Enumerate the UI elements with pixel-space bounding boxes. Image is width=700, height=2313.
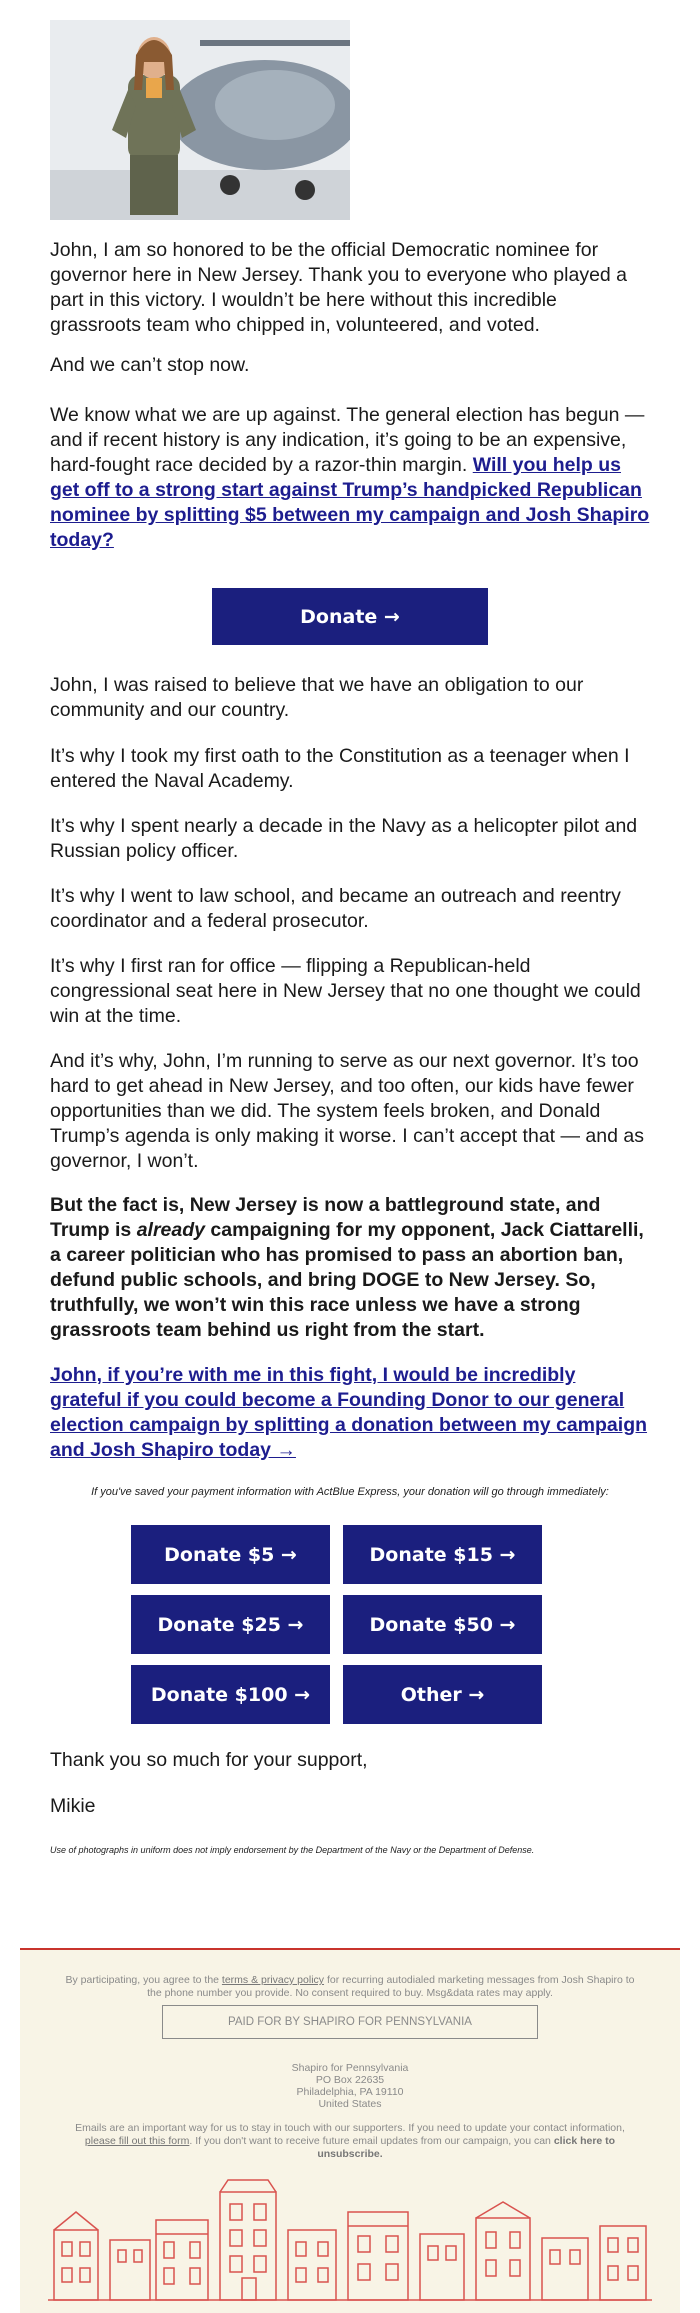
first-run-paragraph: It’s why I first ran for office — flipping a Republican-held congressional seat here in New Jersey that no one thought we could win at the time. bbox=[50, 955, 641, 1027]
sms-consent-text bbox=[60, 1974, 640, 2000]
actblue-express-note: If you've saved your payment information with ActBlue Express, your donation will go through immediately: bbox=[91, 1486, 609, 1498]
address-line-2: PO Box 22635 bbox=[315, 2074, 385, 2086]
update-info-form-link[interactable]: please fill out this form bbox=[84, 2135, 190, 2147]
battleground-text-b: campaigning for my opponent, Jack Ciattarelli, a career politician who has promised to pass an abortion ban, defund public schools, and bring DOGE to New Jersey. So, truthfully, we won’t win this race unless we have a strong grassroots team behind us right from the start. bbox=[50, 1219, 644, 1341]
navy-pilot-paragraph: It’s why I spent nearly a decade in the Navy as a helicopter pilot and Russian policy officer. bbox=[50, 815, 638, 862]
donate-50-button[interactable]: Donate $50 → bbox=[343, 1595, 542, 1654]
donate-100-button[interactable]: Donate $100 → bbox=[131, 1665, 330, 1724]
intro-paragraph-1: John, I am so honored to be the official Democratic nominee for governor here in New Jersey. Thank you to everyone who played a part in this victory. I wouldn’t be here without this incredible grassroots team who chipped in, volunteered, and voted. bbox=[50, 239, 628, 336]
battleground-paragraph bbox=[50, 1193, 650, 1343]
donate-5-button[interactable]: Donate $5 → bbox=[131, 1525, 330, 1584]
terms-privacy-link[interactable]: terms & privacy policy bbox=[221, 1974, 325, 1986]
battleground-text-a: But the fact is, New Jersey is now a battleground state, and Trump is bbox=[50, 1194, 601, 1241]
donate-other-button[interactable]: Other → bbox=[343, 1665, 542, 1724]
law-school-paragraph: It’s why I went to law school, and became an outreach and reentry coordinator and a federal prosecutor. bbox=[50, 885, 621, 932]
address-line-3: Philadelphia, PA 19110 bbox=[296, 2086, 404, 2098]
address-line-4: United States bbox=[318, 2098, 382, 2110]
footer bbox=[20, 1948, 680, 2313]
mailing-address bbox=[60, 2062, 640, 2110]
email-preferences-text bbox=[60, 2122, 640, 2161]
address-line-1: Shapiro for Pennsylvania bbox=[291, 2062, 409, 2074]
intro-paragraph-2: And we can’t stop now. bbox=[50, 354, 250, 376]
donate-button[interactable]: Donate → bbox=[212, 588, 488, 645]
emails-text-b: . If you don't want to receive future email updates from our campaign, you can bbox=[189, 2135, 554, 2147]
founding-donor-paragraph bbox=[50, 1363, 650, 1463]
closing-line: Thank you so much for your support, bbox=[50, 1749, 368, 1771]
paid-for-disclaimer: PAID FOR BY SHAPIRO FOR PENNSYLVANIA bbox=[162, 2005, 538, 2039]
city-skyline-illustration bbox=[48, 2172, 652, 2308]
governor-paragraph: And it’s why, John, I’m running to serve as our next governor. It’s too hard to get ahead in New Jersey, and too often, our kids have fewer opportunities than we did. The system feels broken, and Donald Trump’s agenda is only making it worse. I can’t accept that — and as governor, I won’t. bbox=[50, 1050, 644, 1172]
signature: Mikie bbox=[50, 1795, 96, 1817]
unsubscribe-link[interactable]: click here to unsubscribe. bbox=[317, 2135, 616, 2160]
intro-paragraph-3-text: We know what we are up against. The general election has begun — and if recent history is any indication, it’s going to be an expensive, hard-fought race decided by a razor-thin margin. bbox=[50, 404, 645, 476]
emails-text-a: Emails are an important way for us to stay in touch with our supporters. If you need to update your contact information, bbox=[75, 2122, 625, 2134]
strong-start-donate-link[interactable]: Will you help us get off to a strong start against Trump’s handpicked Republican nominee by splitting $5 between my campaign and Josh Shapiro today? bbox=[50, 454, 650, 551]
consent-text-b: for recurring autodialed marketing messages from Josh Shapiro to the phone number you provide. No consent required to buy. Msg&data rates may apply. bbox=[147, 1974, 635, 1999]
founding-donor-link[interactable]: John, if you’re with me in this fight, I would be incredibly grateful if you could become a Founding Donor to our general election campaign by splitting a donation between my campaign and Josh Shapiro today → bbox=[50, 1364, 648, 1461]
naval-academy-paragraph: It’s why I took my first oath to the Constitution as a teenager when I entered the Naval Academy. bbox=[50, 745, 630, 792]
intro-paragraph-3 bbox=[50, 403, 650, 553]
photo-disclaimer: Use of photographs in uniform does not imply endorsement by the Department of the Navy or the Department of Defense. bbox=[50, 1845, 535, 1855]
helicopter-hangar-image bbox=[50, 20, 350, 220]
consent-text-a: By participating, you agree to the bbox=[65, 1974, 222, 1986]
hero-photo bbox=[50, 20, 350, 220]
donate-15-button[interactable]: Donate $15 → bbox=[343, 1525, 542, 1584]
community-paragraph: John, I was raised to believe that we have an obligation to our community and our country. bbox=[50, 674, 584, 721]
donate-25-button[interactable]: Donate $25 → bbox=[131, 1595, 330, 1654]
battleground-emphasis: already bbox=[136, 1219, 205, 1241]
